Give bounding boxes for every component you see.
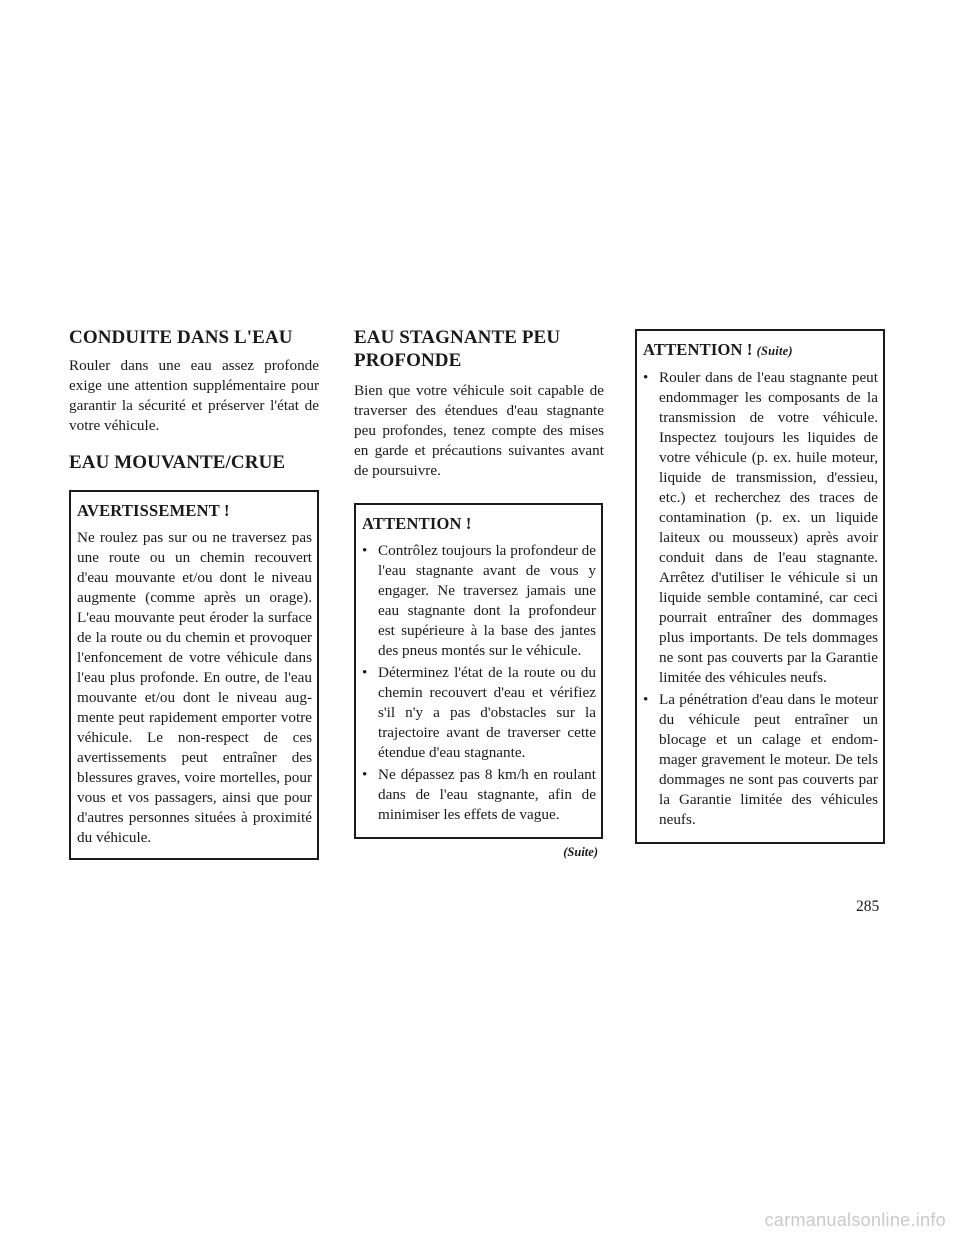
page-number: 285 — [856, 898, 880, 915]
list-item: • Déterminez l'état de la route ou du chemin recouvert d'eau et vérifiez s'il n'y a pas d'obstacles sur la trajectoire avant de traverser cette étendue d'eau stagnante. — [362, 664, 596, 761]
list-item: • Rouler dans de l'eau stagnante peut endommager les composants de la transmission de votre véhicule. Inspectez toujours les liquides de votre véhicule (p. ex. huile moteur, liquide de transmission, d'essieu, etc.) et recherchez des traces de contamination (p. ex. un liquide laiteux ou mousseux) après avoir conduit dans de l'eau stagnante. Arrêtez d'utiliser le véhicule si un liquide semble contaminé, car ceci pourrait entraîner des dommages plus importants. De tels dommages ne sont pas couverts par la Garantie limitée des véhicules neufs. — [643, 369, 878, 686]
continued-label: (Suite) — [756, 344, 793, 358]
caution-list — [643, 368, 878, 830]
bullet-icon: • — [643, 691, 649, 708]
bullet-icon: • — [362, 542, 368, 559]
section-heading-conduite-eau: CONDUITE DANS L'EAU — [69, 327, 293, 348]
caution-box-continued — [635, 329, 885, 844]
continued-note: (Suite) — [563, 845, 598, 859]
caution-title: ATTENTION ! (Suite) — [643, 340, 793, 359]
warning-text: Ne roulez pas sur ou ne traversez pas une route ou un chemin recouvert d'eau mouvante et/ou dont le niveau augmente (comme après un orage). L'eau mouvante peut éroder la surface de la route ou du chemin et provoquer l'enfoncement de votre véhicule dans l'eau plus profonde. En outre, de l'eau mouvante et/ou dont le niveau augmente peut rapidement emporter votre véhicule. Le non-respect de ces avertissements peut entraîner des blessures graves, voire mortelles, pour vous et vos passagers, ainsi que pour d'autres personnes situées à proximité du véhicule. — [77, 529, 312, 846]
section-heading-eau-stagnante: EAU STAGNANTE PEU PROFONDE — [354, 327, 561, 371]
caution-box — [354, 503, 603, 839]
warning-title: AVERTISSEMENT ! — [77, 501, 230, 520]
intro-paragraph: Bien que votre véhicule soit capable de traverser des étendues d'eau stagnante peu profondes, tenez compte des mises en garde et précautions suivantes avant de poursuivre. — [354, 382, 604, 479]
bullet-icon: • — [362, 664, 368, 681]
section-heading-eau-mouvante: EAU MOUVANTE/CRUE — [69, 452, 286, 473]
column-middle — [354, 326, 604, 860]
bullet-icon: • — [643, 369, 649, 386]
caution-list — [362, 541, 596, 825]
warning-box — [69, 490, 319, 860]
list-item: • Ne dépassez pas 8 km/h en roulant dans de l'eau stagnante, afin de minimiser les effets de vague. — [362, 766, 596, 823]
list-item: • La pénétration d'eau dans le moteur du véhicule peut entraîner un blocage et un calage et endommager gravement le moteur. De tels dommages ne sont pas couverts par la Garantie limitée des véhicules neufs. — [643, 691, 878, 828]
bullet-icon: • — [362, 766, 368, 783]
column-right — [635, 329, 885, 844]
list-item: • Contrôlez toujours la profondeur de l'eau stagnante avant de vous y engager. Ne traversez jamais une eau stagnante dont la profondeur est supérieure à la base des jantes des pneus montés sur le véhicule. — [362, 542, 596, 659]
caution-title: ATTENTION ! — [362, 514, 472, 533]
watermark: carmanualsonline.info — [764, 1210, 946, 1230]
column-left — [69, 326, 319, 860]
intro-paragraph: Rouler dans une eau assez profonde exige une attention supplémentaire pour garantir la sécurité et préserver l'état de votre véhicule. — [69, 357, 319, 434]
